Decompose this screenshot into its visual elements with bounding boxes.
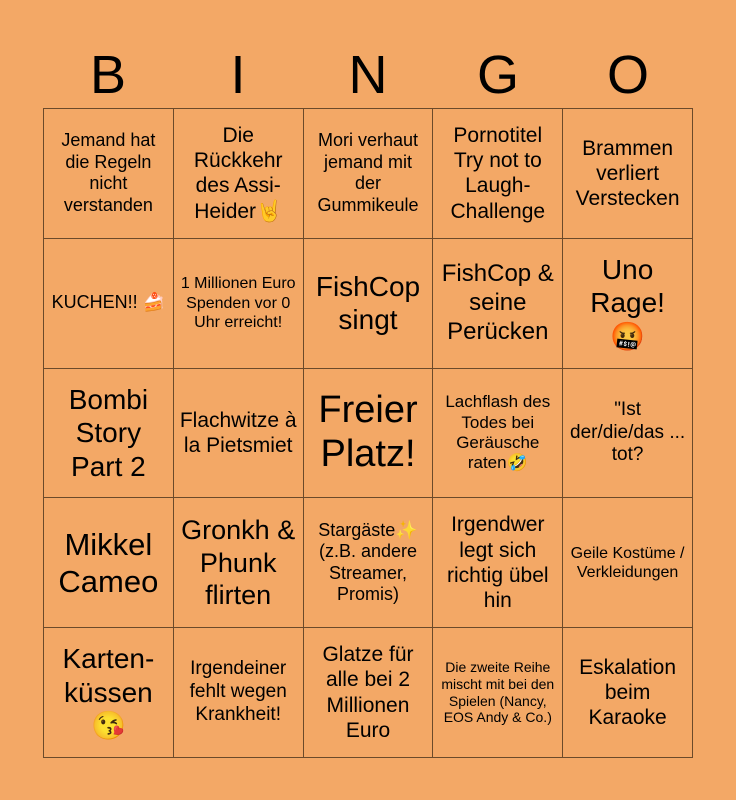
free-space-cell[interactable]: Freier Platz! xyxy=(304,369,434,499)
bingo-cell[interactable]: Stargäste✨ (z.B. andere Streamer, Promis) xyxy=(304,498,434,628)
header-letter-n: N xyxy=(348,45,388,105)
bingo-cell[interactable]: Karten-küssen 😘 xyxy=(44,628,174,758)
bingo-cell[interactable]: FishCop & seine Perücken xyxy=(433,239,563,369)
header-letter-b: B xyxy=(89,45,127,105)
bingo-cell[interactable]: Die zweite Reihe mischt mit bei den Spielen (Nancy, EOS Andy & Co.) xyxy=(433,628,563,758)
bingo-cell[interactable]: Flachwitze à la Pietsmiet xyxy=(174,369,304,499)
bingo-cell[interactable]: Irgendwer legt sich richtig übel hin xyxy=(433,498,563,628)
bingo-cell[interactable]: Gronkh & Phunk flirten xyxy=(174,498,304,628)
bingo-cell[interactable]: Geile Kostüme / Verkleidungen xyxy=(563,498,693,628)
bingo-header xyxy=(43,42,693,108)
bingo-cell[interactable]: Jemand hat die Regeln nicht verstanden xyxy=(44,109,174,239)
bingo-cell[interactable]: Glatze für alle bei 2 Millionen Euro xyxy=(304,628,434,758)
bingo-cell[interactable]: KUCHEN!! 🍰 xyxy=(44,239,174,369)
header-letter-i: I xyxy=(230,45,246,105)
bingo-cell[interactable]: Irgendeiner fehlt wegen Krankheit! xyxy=(174,628,304,758)
bingo-cell[interactable]: 1 Millionen Euro Spenden vor 0 Uhr erreicht! xyxy=(174,239,304,369)
bingo-cell[interactable]: Mikkel Cameo xyxy=(44,498,174,628)
bingo-cell[interactable]: Bombi Story Part 2 xyxy=(44,369,174,499)
bingo-cell[interactable]: Pornotitel Try not to Laugh-Challenge xyxy=(433,109,563,239)
bingo-cell[interactable]: Die Rückkehr des Assi-Heider🤘 xyxy=(174,109,304,239)
bingo-cell[interactable]: Uno Rage! 🤬 xyxy=(563,239,693,369)
bingo-cell[interactable]: Lachflash des Todes bei Geräusche raten🤣 xyxy=(433,369,563,499)
header-letter-o: O xyxy=(606,45,649,105)
bingo-cell[interactable]: Mori verhaut jemand mit der Gummikeule xyxy=(304,109,434,239)
header-letter-g: G xyxy=(476,45,519,105)
bingo-board xyxy=(43,108,693,758)
bingo-cell[interactable]: Brammen verliert Verstecken xyxy=(563,109,693,239)
bingo-cell[interactable]: Eskalation beim Karaoke xyxy=(563,628,693,758)
bingo-cell[interactable]: FishCop singt xyxy=(304,239,434,369)
bingo-cell[interactable]: "Ist der/die/das ... tot? xyxy=(563,369,693,499)
